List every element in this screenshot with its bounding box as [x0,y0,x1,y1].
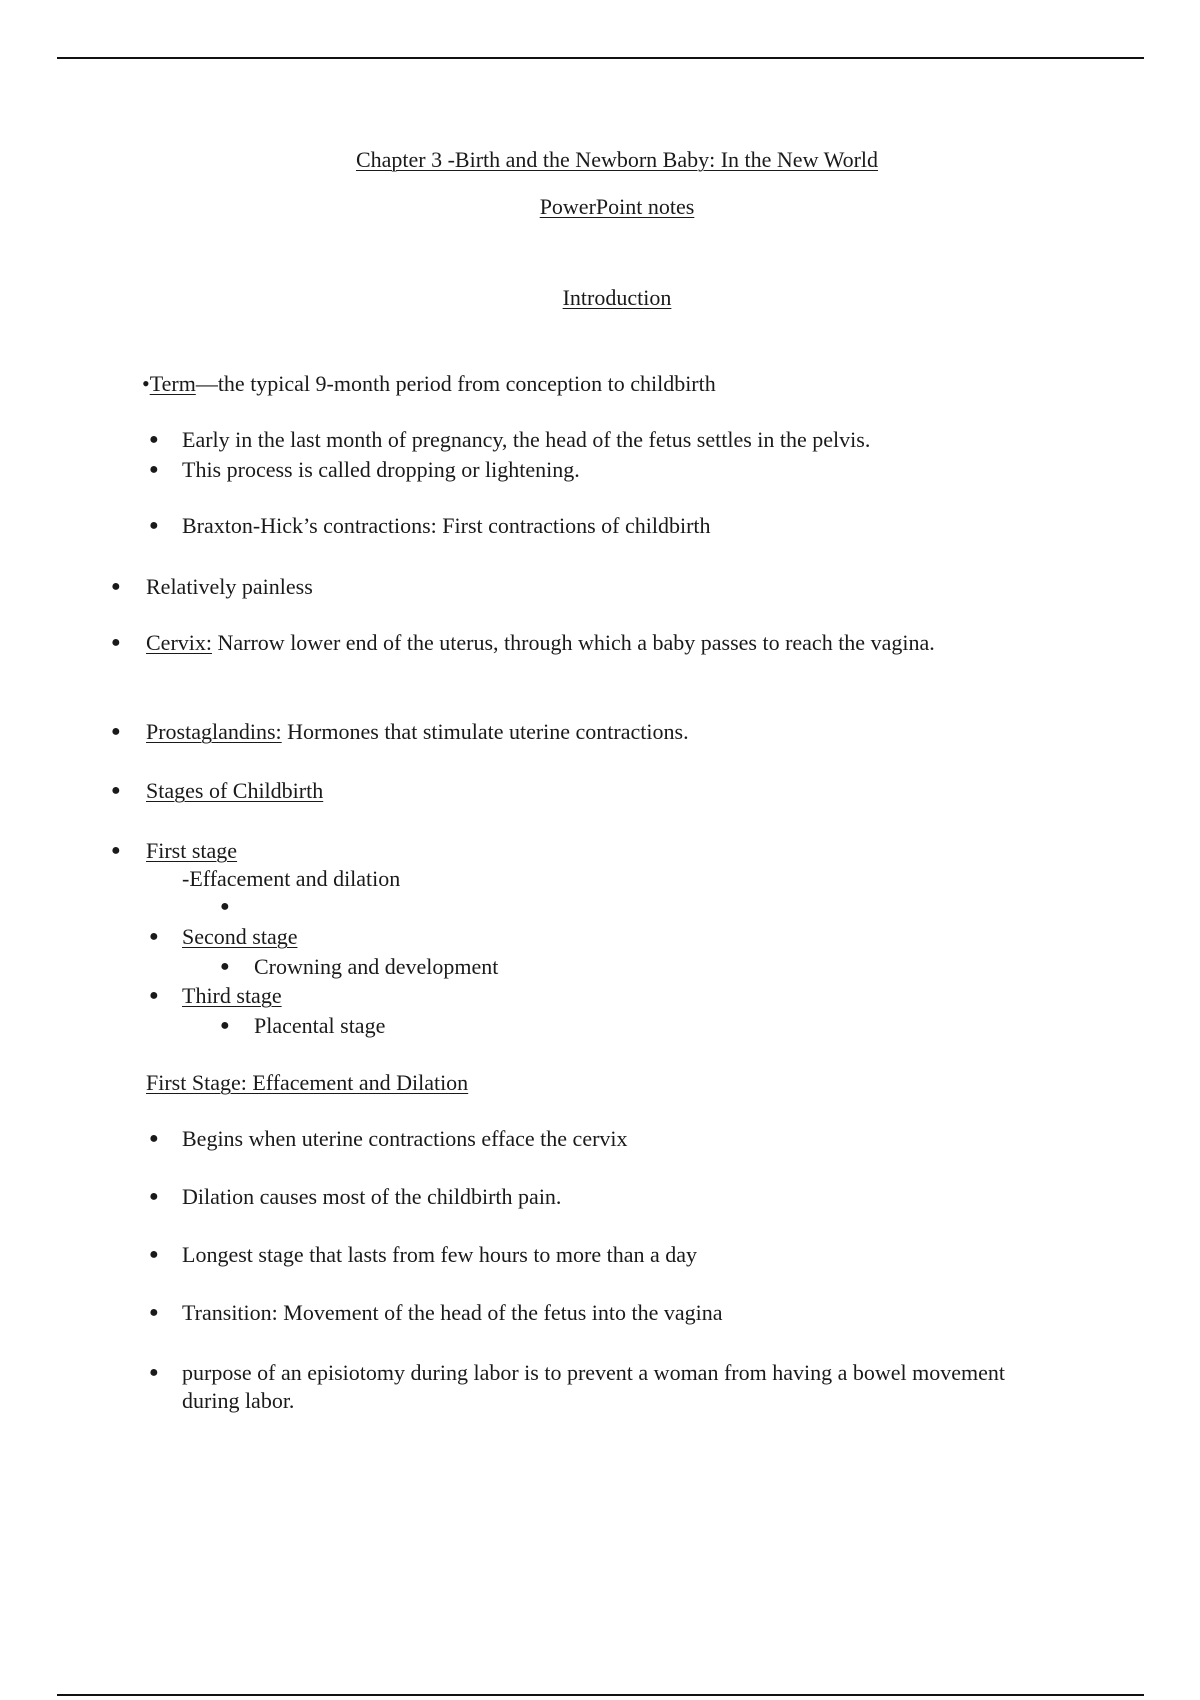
bullet-dot: ● [149,431,159,448]
list-item: Braxton-Hick’s contractions: First contractions of childbirth [182,513,711,538]
list-item: Early in the last month of pregnancy, the head of the fetus settles in the pelvis. [182,427,871,452]
list-item: Dilation causes most of the childbirth pain. [182,1184,562,1209]
list-item: This process is called dropping or lightening. [182,457,580,482]
cervix-term: Cervix: [146,630,212,655]
bullet-dot: ● [111,842,121,859]
list-item-continuation: during labor. [182,1388,295,1413]
list-item-third-stage: Third stage [182,983,282,1008]
list-item-stages: Stages of Childbirth [146,778,324,803]
prostaglandins-definition: Hormones that stimulate uterine contractions. [281,719,689,744]
third-stage-detail: Placental stage [254,1013,386,1038]
top-rule [57,57,1144,59]
bullet-dot: ● [149,517,159,534]
list-item: Longest stage that lasts from few hours to more than a day [182,1242,698,1267]
empty-bullet-dot: ● [220,898,230,915]
prostaglandins-term: Prostaglandins: [146,719,282,744]
term-definition [142,370,716,398]
bullet-dot: ● [111,634,121,651]
bullet-dot: ● [111,782,121,799]
list-item-painless: Relatively painless [146,574,313,599]
list-item-second-stage: Second stage [182,924,298,949]
bullet-dot: ● [149,1246,159,1263]
list-item: Transition: Movement of the head of the fetus into the vagina [182,1300,723,1325]
term-word: Term [149,371,196,396]
list-item: Begins when uterine contractions efface the cervix [182,1126,628,1151]
list-item-cervix [146,629,935,657]
bullet-dot: ● [149,928,159,945]
bullet-dot: ● [149,1188,159,1205]
bottom-rule [57,1694,1144,1696]
term-text: —the typical 9-month period from conception to childbirth [195,371,716,396]
page-title: Chapter 3 -Birth and the Newborn Baby: In the New World [355,147,879,172]
bullet-dot: ● [111,578,121,595]
term-bullet: • [142,371,150,396]
section-heading-introduction: Introduction [562,285,672,310]
bullet-dot: ● [111,723,121,740]
cervix-definition: Narrow lower end of the uterus, through which a baby passes to reach the vagina. [212,630,935,655]
bullet-dot: ● [149,1130,159,1147]
bullet-dot: ● [220,958,230,975]
bullet-dot: ● [220,1017,230,1034]
list-item: purpose of an episiotomy during labor is to prevent a woman from having a bowel movement [182,1360,1005,1385]
bullet-dot: ● [149,987,159,1004]
bullet-dot: ● [149,1364,159,1381]
list-item-prostaglandins [146,718,689,746]
bullet-dot: ● [149,1304,159,1321]
second-stage-detail: Crowning and development [254,954,499,979]
page-subtitle: PowerPoint notes [539,194,695,219]
first-stage-detail: -Effacement and dilation [182,866,401,891]
list-item-first-stage: First stage [146,838,238,863]
section-heading-first-stage: First Stage: Effacement and Dilation [146,1070,469,1095]
bullet-dot: ● [149,461,159,478]
